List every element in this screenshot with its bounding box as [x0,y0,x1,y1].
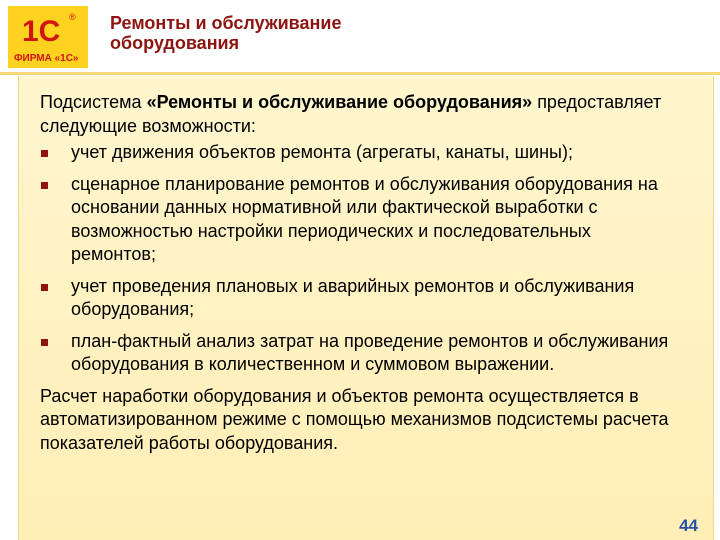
company-logo [8,6,88,68]
square-bullet-icon [41,150,48,157]
capabilities-list [40,141,680,377]
left-margin-strip [0,76,18,540]
logo-graphic [8,6,88,68]
closing-paragraph: Расчет наработки оборудования и объектов ремонта осуществляется в автоматизированном режиме с помощью механизмов подсистемы расчета показателей работы оборудования. [40,385,669,453]
square-bullet-icon [41,339,48,346]
header-divider [0,72,720,75]
intro-lead: Подсистема [40,92,147,112]
slide-header [0,0,720,72]
list-item-text: учет движения объектов ремонта (агрегаты, канаты, шины); [71,142,573,162]
slide-body [40,91,680,455]
list-item [40,141,680,165]
list-item [40,330,680,377]
intro-paragraph [40,91,680,138]
list-item [40,173,680,267]
logo-registered-mark: ® [69,12,76,22]
slide-title-line-1: Ремонты и обслуживание [110,13,342,33]
page-number: 44 [679,516,698,535]
list-item-text: план-фактный анализ затрат на проведение ремонтов и обслуживания оборудования в количественном и суммовом выражении. [71,330,669,374]
logo-brand-caption: ФИРМА «1С» [14,53,79,64]
slide-title [110,13,510,53]
logo-brand-mark: 1С [22,15,61,48]
list-item [40,275,680,322]
list-item-text: учет проведения плановых и аварийных ремонтов и обслуживания оборудования; [71,275,635,319]
square-bullet-icon [41,182,48,189]
list-item-text: сценарное планирование ремонтов и обслуживания оборудования на основании данных нормативной или фактической выработки с возможностью настройки периодических и последовательных ремонтов; [71,173,658,264]
subsystem-name: «Ремонты и обслуживание оборудования» [146,92,533,112]
square-bullet-icon [41,284,48,291]
slide-title-line-2: оборудования [110,33,240,53]
intro-rest: предоставляет следующие возможности: [40,92,662,136]
